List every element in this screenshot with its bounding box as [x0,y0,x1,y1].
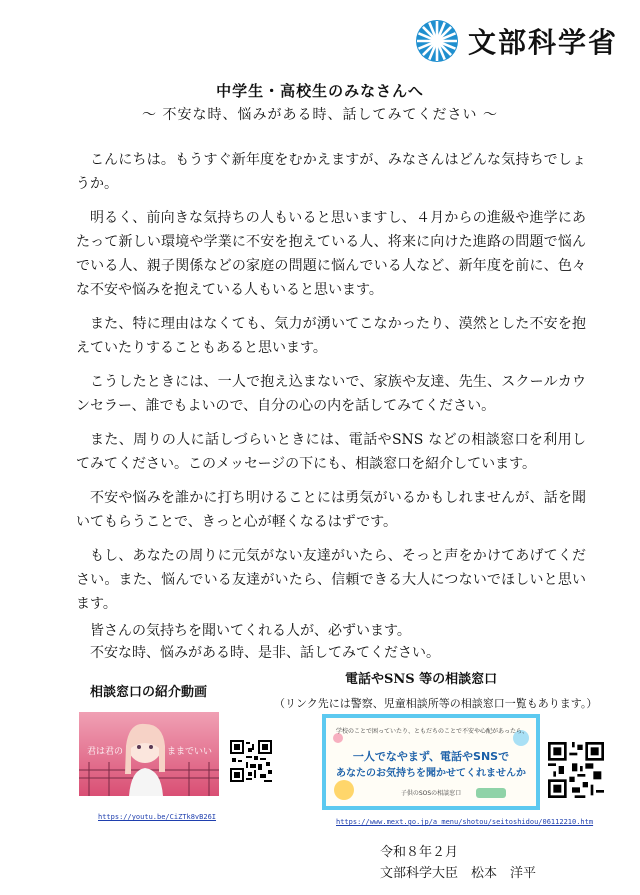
closing-line: 皆さんの気持ちを聞いてくれる人が、必ずいます。 [90,623,411,639]
sns-section-heading: 電話やSNS 等の相談窓口 [345,672,498,687]
video-thumb-text: ままでいい [167,747,213,757]
banner-headline: あなたのお気持ちを聞かせてくれませんか [336,768,526,779]
paragraph: また、周りの人に話しづらいときには、電話やSNS などの相談窓口を利用してみてください。このメッセージの下にも、相談窓口を紹介しています。 [76,432,586,472]
banner-headline: 一人でなやまず、電話やSNSで [352,750,510,763]
video-url-link[interactable]: https://youtu.be/CiZTk8vB26I [98,813,217,821]
page-subtitle: 〜 不安な時、悩みがある時、話してみてください 〜 [142,107,498,123]
qr-code-icon[interactable] [230,740,272,782]
paragraph: こんにちは。もうすぐ新年度をむかえますが、みなさんはどんな気持ちでしょうか。 [76,152,586,192]
ministry-logo [414,16,624,66]
banner-tag: 子供のSOSの相談窓口 [400,790,462,797]
video-thumb-text: 君は君の [87,747,124,757]
paragraph: こうしたときには、一人で抱え込まないで、家族や友達、先生、スクールカウンセラー、誰でもよいので、自分の心の内を話してみてください。 [76,374,586,414]
ministry-name: 文部科学省 [468,26,619,59]
consultation-banner[interactable] [322,714,540,810]
page-title: 中学生・高校生のみなさんへ [216,82,424,100]
paragraph: 不安や悩みを誰かに打ち明けることには勇気がいるかもしれませんが、話を聞いてもらうことで、きっと心が軽くなるはずです。 [76,490,586,530]
sns-url-link[interactable]: https://www.mext.go.jp/a_menu/shotou/seitoshidou/06112210.htm [336,818,594,826]
signature-date: 令和８年２月 [380,845,459,860]
mext-logo-icon [414,18,460,64]
signature [380,842,536,884]
paragraph: また、特に理由はなくても、気力が湧いてこなかったり、漠然とした不安を抱えていたりすることもあると思います。 [76,316,586,356]
qr-code-icon[interactable] [548,742,604,798]
paragraph: もし、あなたの周りに元気がない友達がいたら、そっと声をかけてあげてください。また、悩んでいる友達がいたら、信頼できる大人につないでほしいと思います。 [76,548,586,612]
signature-name: 文部科学大臣 松本 洋平 [380,866,537,881]
closing-line: 不安な時、悩みがある時、是非、話してみてください。 [90,645,440,661]
paragraph: 明るく、前向きな気持ちの人もいると思いますし、４月からの進級や進学にあたって新しい環境や学業に不安を抱えている人、将来に向けた進路の問題で悩んでいる人、親子関係などの家庭の問題に悩んでいる人など、新年度を前に、色々な不安や悩みを抱えている人もいると思います。 [76,210,586,298]
video-thumbnail[interactable] [79,712,219,796]
video-section-heading: 相談窓口の紹介動画 [90,685,208,700]
message-body [76,148,586,626]
closing-message [76,620,586,664]
sns-section-note: （リンク先には警察、児童相談所等の相談窓口一覧もあります。） [274,697,598,710]
banner-small-text: 学校のことで困っていたり、ともだちのことで不安や心配があったら、 [336,728,528,735]
